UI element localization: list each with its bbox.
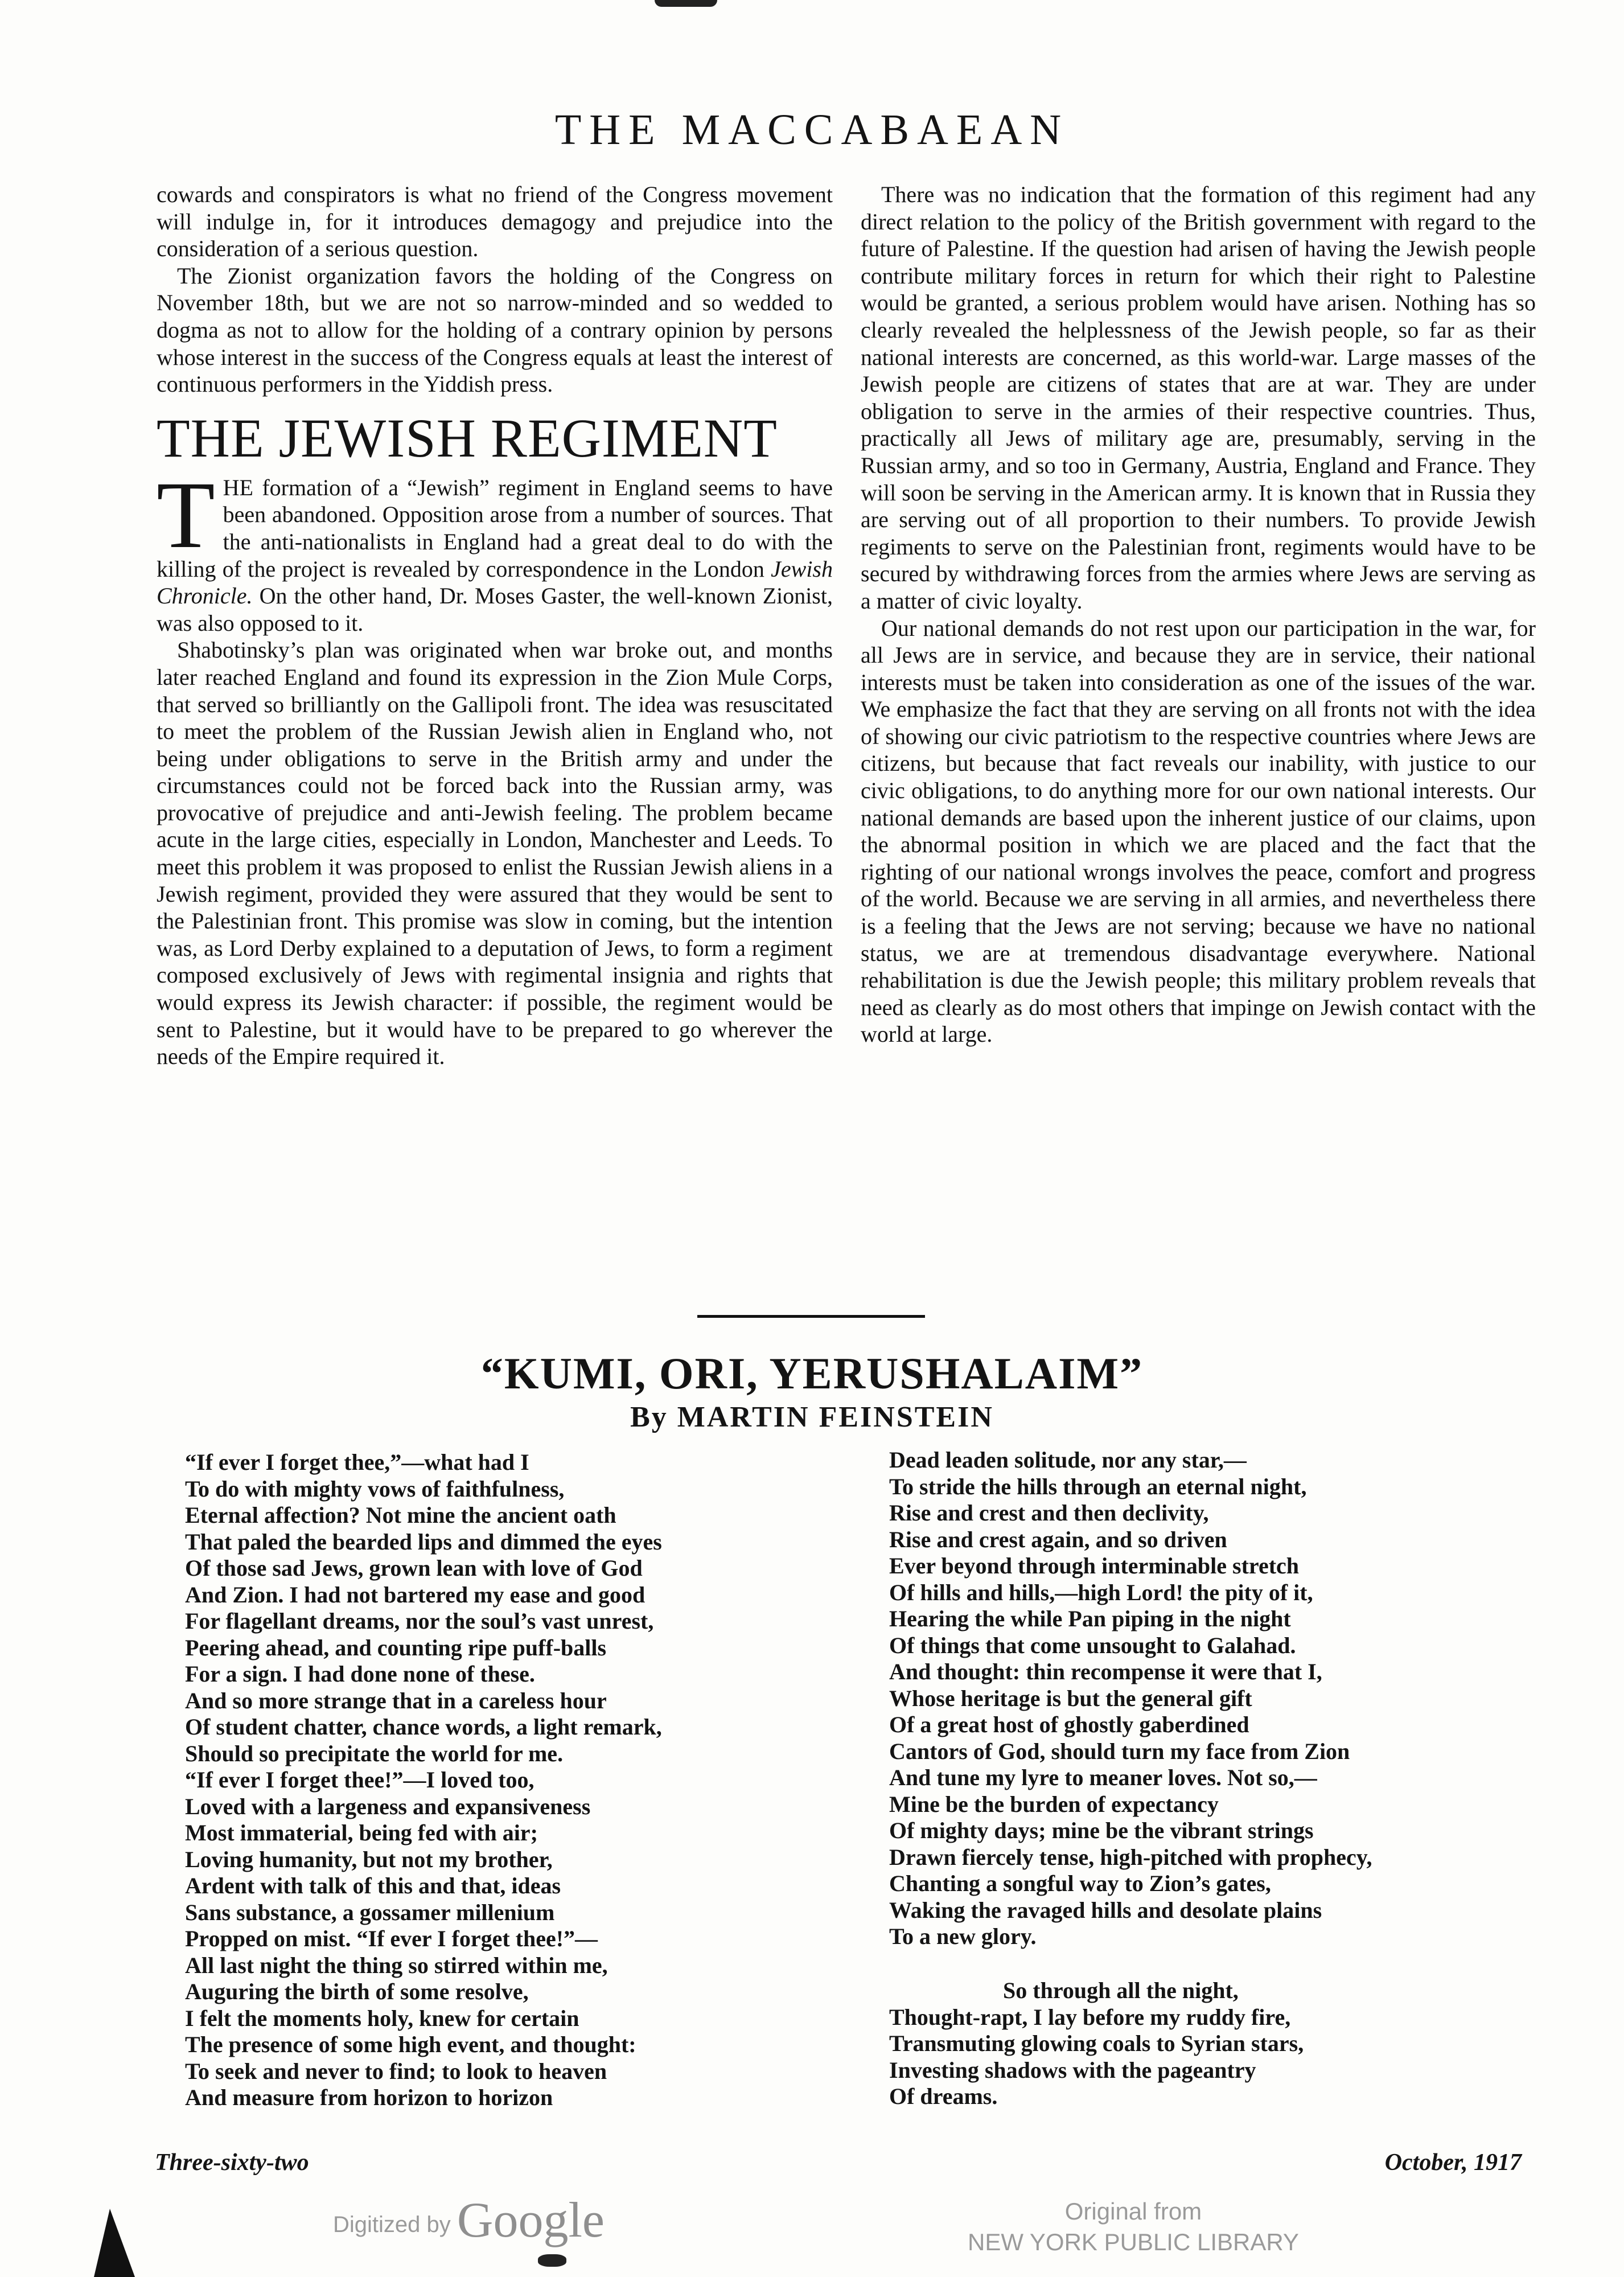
issue-date: October, 1917 xyxy=(1384,2149,1522,2176)
scan-artifact-bottom xyxy=(538,2254,566,2267)
drop-cap: T xyxy=(157,462,215,568)
article-paragraph: There was no indication that the formation of this regiment had any direct relation to the policy of the British government with regard to the future of Palestine. If the question had arisen of having the Jewish people contribute military forces in return for which their right to Palestine would be granted, a serious problem would have arisen. Nothing has so clearly revealed the helplessness of the Jewish people, so far as their national interests are concerned, as this world-war. Large masses of the Jewish people are citizens of states that are at war. They are under obligation to serve in the armies of their respective countries. Thus, practically all Jews of military age are, presumably, serving in the Russian army, and so too in Germany, Austria, England and France. They will soon be serving in the American army. It is known that in Russia they are serving out of all proportion to their numbers. To provide Jewish regiments to serve on the Palestinian front, regiments would have to be secured by withdrawing forces from the armies where Jews are serving as a matter of civic loyalty. xyxy=(861,182,1536,614)
article-headline: THE JEWISH REGIMENT xyxy=(157,407,778,468)
article-paragraph xyxy=(157,462,833,637)
digitized-by-text: Digitized by xyxy=(333,2212,451,2237)
masthead: THE MACCABAEAN xyxy=(554,106,1070,154)
page-number: Three-sixty-two xyxy=(155,2149,309,2176)
scan-artifact-corner xyxy=(94,2209,135,2277)
article-text: On the other hand, Dr. Moses Gaster, the well-known Zionist, was also opposed to it. xyxy=(157,583,833,636)
source-watermark xyxy=(968,2196,1299,2258)
publication-name: Jewish Chronicle. xyxy=(157,556,833,609)
original-from-text: Original from xyxy=(1064,2198,1202,2225)
left-column xyxy=(157,181,833,1070)
google-logo: Google xyxy=(457,2193,605,2248)
poem-title: “KUMI, ORI, YERUSHALAIM” xyxy=(480,1349,1144,1398)
poem-stanza-left: “If ever I forget thee,”—what had I To do with mighty vows of faithfulness, Eternal affection? Not mine the ancient oath That paled the bearded lips and dimmed the eyes Of those sad Jews, grown lean with love of God And Zion. I had not bartered my ease and good For flagellant dreams, nor the soul’s vast unrest, Peering ahead, and counting ripe puff-balls For a sign. I had done none of these. And so more strange that in a careless hour Of student chatter, chance words, a light remark, Should so precipitate the world for me. “If ever I forget thee!”—I loved too, Loved with a largeness and expansiveness Most immaterial, being fed with air; Loving humanity, but not my brother, Ardent with talk of this and that, ideas Sans substance, a gossamer millenium Propped on mist. “If ever I forget thee!”— All last night the thing so stirred within me, Auguring the birth of some resolve, I felt the moments holy, knew for certain The presence of some high event, and thought: To seek and never to find; to look to heaven And measure from horizon to horizon xyxy=(185,1449,662,2110)
article-paragraph: Shabotinsky’s plan was originated when war broke out, and months later reached England and found its expression in the Zion Mule Corps, that served so brilliantly on the Gallipoli front. The idea was resuscitated to meet the problem of the Russian Jewish alien in England who, not being under obligations to serve in the British army and under the circumstances could not be forced back into the Russian army, was provocative of prejudice and anti-Jewish feeling. The problem became acute in the large cities, especially in London, Manchester and Leeds. To meet this problem it was proposed to enlist the Russian Jewish aliens in a Jewish regiment, provided they were assured that they would be sent to the Palestinian front. This promise was slow in coming, but the intention was, as Lord Derby explained to a deputation of Jews, to form a regiment composed exclusively of Jews with regimental insignia and rights that would express its Jewish character: if possible, the regiment would be sent to Palestine, but it would have to be prepared to go wherever the needs of the Empire required it. xyxy=(157,637,833,1070)
paragraph: The Zionist organization favors the holding of the Congress on November 18th, but we are not so narrow-minded and so wedded to dogma as not to allow for the holding of a contrary opinion by persons whose interest in the success of the Congress equals at least the interest of continuous performers in the Yiddish press. xyxy=(157,262,833,397)
article-paragraph: Our national demands do not rest upon our participation in the war, for all Jews are in service, and because they are in service, their national interests must be taken into consideration as one of the issues of the war. We emphasize the fact that they are serving on all fronts not with the idea of showing our civic patriotism to the respective countries where Jews are citizens, but because that fact reveals our inability, with justice to our civic obligations, to do anything more for our own national interests. Our national demands are based upon the inherent justice of our claims, upon the abnormal position in which we are placed and the fact that the righting of our national wrongs involves the peace, comfort and progress of the world. Because we are serving in all armies, and nevertheless there is a feeling that the Jews are not serving; because we have no national status, we are at tremendous disadvantage everywhere. National rehabilitation is due the Jewish people; this military problem reveals that need as clearly as do most others that impinge on Jewish contact with the world at large. xyxy=(861,615,1536,1047)
article-text: HE formation of a “Jewish” regiment in England seems to have been abandoned. Opposition arose from a number of sources. That the anti-nationalists in England had a great deal to do with the killing of the project is revealed by correspondence in the London xyxy=(157,474,833,582)
paragraph: cowards and conspirators is what no friend of the Congress movement will indulge in, for it introduces demagogy and prejudice into the consideration of a serious question. xyxy=(157,182,833,262)
right-column xyxy=(861,181,1536,1048)
digitized-watermark xyxy=(333,2192,605,2249)
section-divider xyxy=(697,1315,925,1318)
poem-byline: By MARTIN FEINSTEIN xyxy=(630,1401,994,1433)
poem-stanza-right: Dead leaden solitude, nor any star,— To stride the hills through an eternal night, Rise and crest and then declivity, Rise and crest again, and so driven Ever beyond through interminable stretch Of hills and hills,—high Lord! the pity of it, Hearing the while Pan piping in the night Of things that come unsought to Galahad. And thought: thin recompense it were that I, Whose heritage is but the general gift Of a great host of ghostly gaberdined Cantors of God, should turn my face from Zion And tune my lyre to meaner loves. Not so,— Mine be the burden of expectancy Of mighty days; mine be the vibrant strings Drawn fiercely tense, high-pitched with prophecy, Chanting a songful way to Zion’s gates, Waking the ravaged hills and desolate plains To a new glory. xyxy=(889,1447,1372,1949)
poem-stanza-final: So through all the night, Thought-rapt, I lay before my ruddy fire, Transmuting glowing coals to Syrian stars, Investing shadows with the pageantry Of dreams. xyxy=(889,1978,1304,2109)
scan-artifact-top xyxy=(655,0,717,7)
library-name: NEW YORK PUBLIC LIBRARY xyxy=(968,2229,1299,2255)
